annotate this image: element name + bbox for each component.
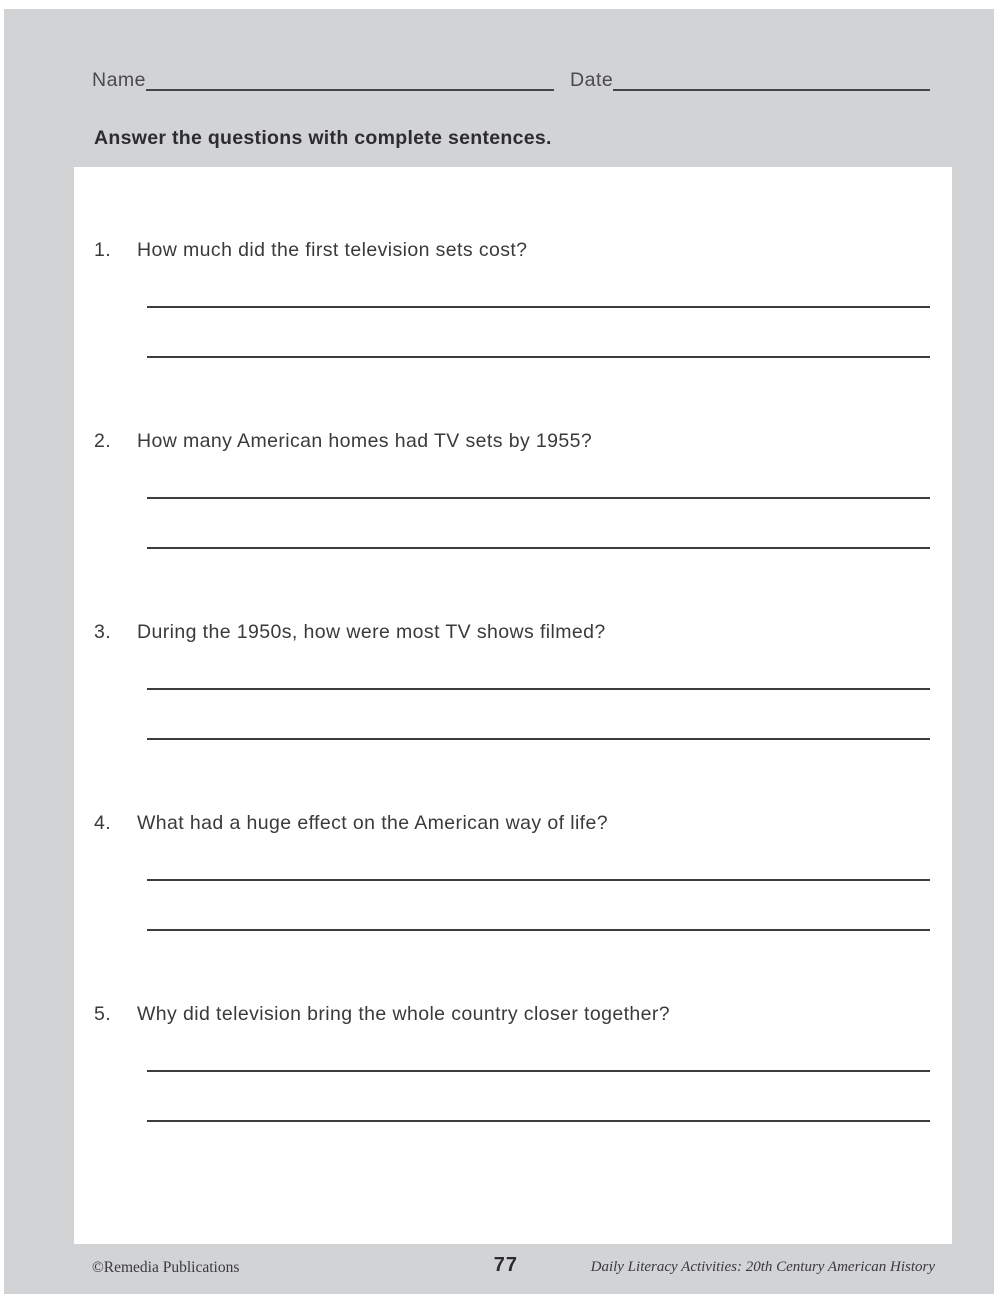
question-text: Why did television bring the whole country closer together? (137, 1003, 671, 1025)
question-text: How many American homes had TV sets by 1955? (137, 430, 593, 452)
page-footer (4, 1252, 994, 1282)
question-row (74, 1001, 952, 1027)
question-row (74, 810, 952, 836)
question-row (74, 237, 952, 263)
question-text: What had a huge effect on the American way of life? (137, 812, 608, 834)
answer-line[interactable] (147, 645, 930, 690)
date-label: Date (570, 69, 614, 91)
answer-line[interactable] (147, 836, 930, 881)
name-date-row (92, 69, 930, 92)
question-number: 4. (94, 812, 112, 834)
question-row (74, 428, 952, 454)
question-block-3 (74, 549, 952, 740)
publisher-credit: ©Remedia Publications (92, 1259, 240, 1276)
question-block-4 (74, 740, 952, 931)
date-blank-line[interactable] (613, 69, 930, 91)
questions-card (74, 167, 952, 1244)
book-title: Daily Literacy Activities: 20th Century American History (590, 1259, 935, 1275)
answer-line[interactable] (147, 881, 930, 931)
answer-line[interactable] (147, 1027, 930, 1072)
name-blank-line[interactable] (146, 69, 554, 91)
answer-line[interactable] (147, 499, 930, 549)
question-number: 5. (94, 1003, 112, 1025)
answer-line[interactable] (147, 454, 930, 499)
answer-line[interactable] (147, 690, 930, 740)
question-number: 1. (94, 239, 112, 261)
question-block-1 (74, 167, 952, 358)
page-number: 77 (493, 1254, 519, 1276)
question-number: 3. (94, 621, 112, 643)
worksheet-page (4, 9, 994, 1294)
question-block-5 (74, 931, 952, 1122)
answer-line[interactable] (147, 1072, 930, 1122)
answer-line[interactable] (147, 308, 930, 358)
instructions-text: Answer the questions with complete sentences. (94, 127, 552, 149)
answer-line[interactable] (147, 263, 930, 308)
question-number: 2. (94, 430, 112, 452)
question-text: How much did the first television sets cost? (137, 239, 528, 261)
question-block-2 (74, 358, 952, 549)
question-row (74, 619, 952, 645)
name-label: Name (92, 69, 147, 91)
question-text: During the 1950s, how were most TV shows filmed? (137, 621, 606, 643)
